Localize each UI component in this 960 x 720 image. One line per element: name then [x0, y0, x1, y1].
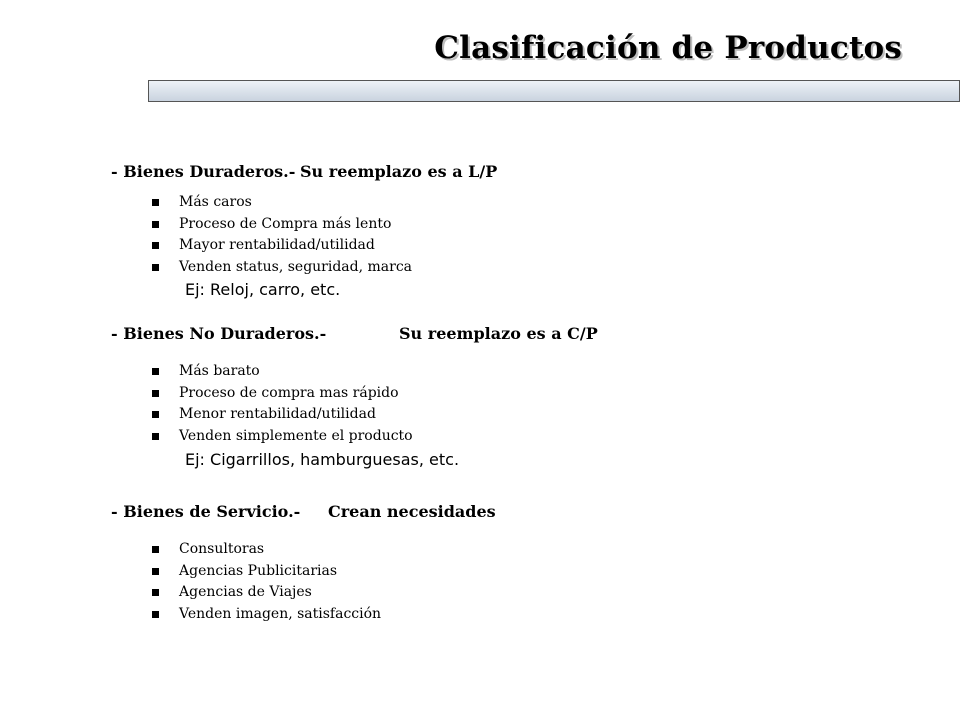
list-item: Mayor rentabilidad/utilidad [152, 235, 412, 257]
section-label: - Bienes No Duraderos.- [111, 324, 327, 343]
square-bullet-icon [152, 368, 159, 375]
section-note: Crean necesidades [328, 502, 496, 521]
list-item: Menor rentabilidad/utilidad [152, 404, 413, 426]
list-item: Venden simplemente el producto [152, 426, 413, 448]
list-item: Más caros [152, 192, 412, 214]
list-item: Proceso de compra mas rápido [152, 383, 413, 405]
square-bullet-icon [152, 390, 159, 397]
section-heading-no-duraderos [111, 324, 598, 343]
square-bullet-icon [152, 611, 159, 618]
example-duraderos: Ej: Reloj, carro, etc. [185, 280, 341, 299]
list-item: Consultoras [152, 539, 381, 561]
square-bullet-icon [152, 221, 159, 228]
bullet-list-no-duraderos [152, 361, 413, 447]
square-bullet-icon [152, 433, 159, 440]
section-heading-servicio [111, 502, 496, 521]
square-bullet-icon [152, 411, 159, 418]
bullet-list-servicio [152, 539, 381, 625]
square-bullet-icon [152, 199, 159, 206]
square-bullet-icon [152, 242, 159, 249]
list-item: Venden imagen, satisfacción [152, 604, 381, 626]
section-note: Su reemplazo es a L/P [300, 162, 498, 181]
list-item: Agencias Publicitarias [152, 561, 381, 583]
list-item: Venden status, seguridad, marca [152, 257, 412, 279]
title-underline-bar [148, 80, 960, 102]
section-label: - Bienes Duraderos.- [111, 162, 296, 181]
square-bullet-icon [152, 568, 159, 575]
square-bullet-icon [152, 264, 159, 271]
section-heading-duraderos [111, 162, 498, 181]
slide-title: Clasificación de Productos [434, 30, 902, 66]
section-note: Su reemplazo es a C/P [399, 324, 598, 343]
square-bullet-icon [152, 546, 159, 553]
square-bullet-icon [152, 589, 159, 596]
section-label: - Bienes de Servicio.- [111, 502, 301, 521]
bullet-list-duraderos [152, 192, 412, 278]
list-item: Proceso de Compra más lento [152, 214, 412, 236]
list-item: Agencias de Viajes [152, 582, 381, 604]
example-no-duraderos: Ej: Cigarrillos, hamburguesas, etc. [185, 450, 460, 469]
list-item: Más barato [152, 361, 413, 383]
